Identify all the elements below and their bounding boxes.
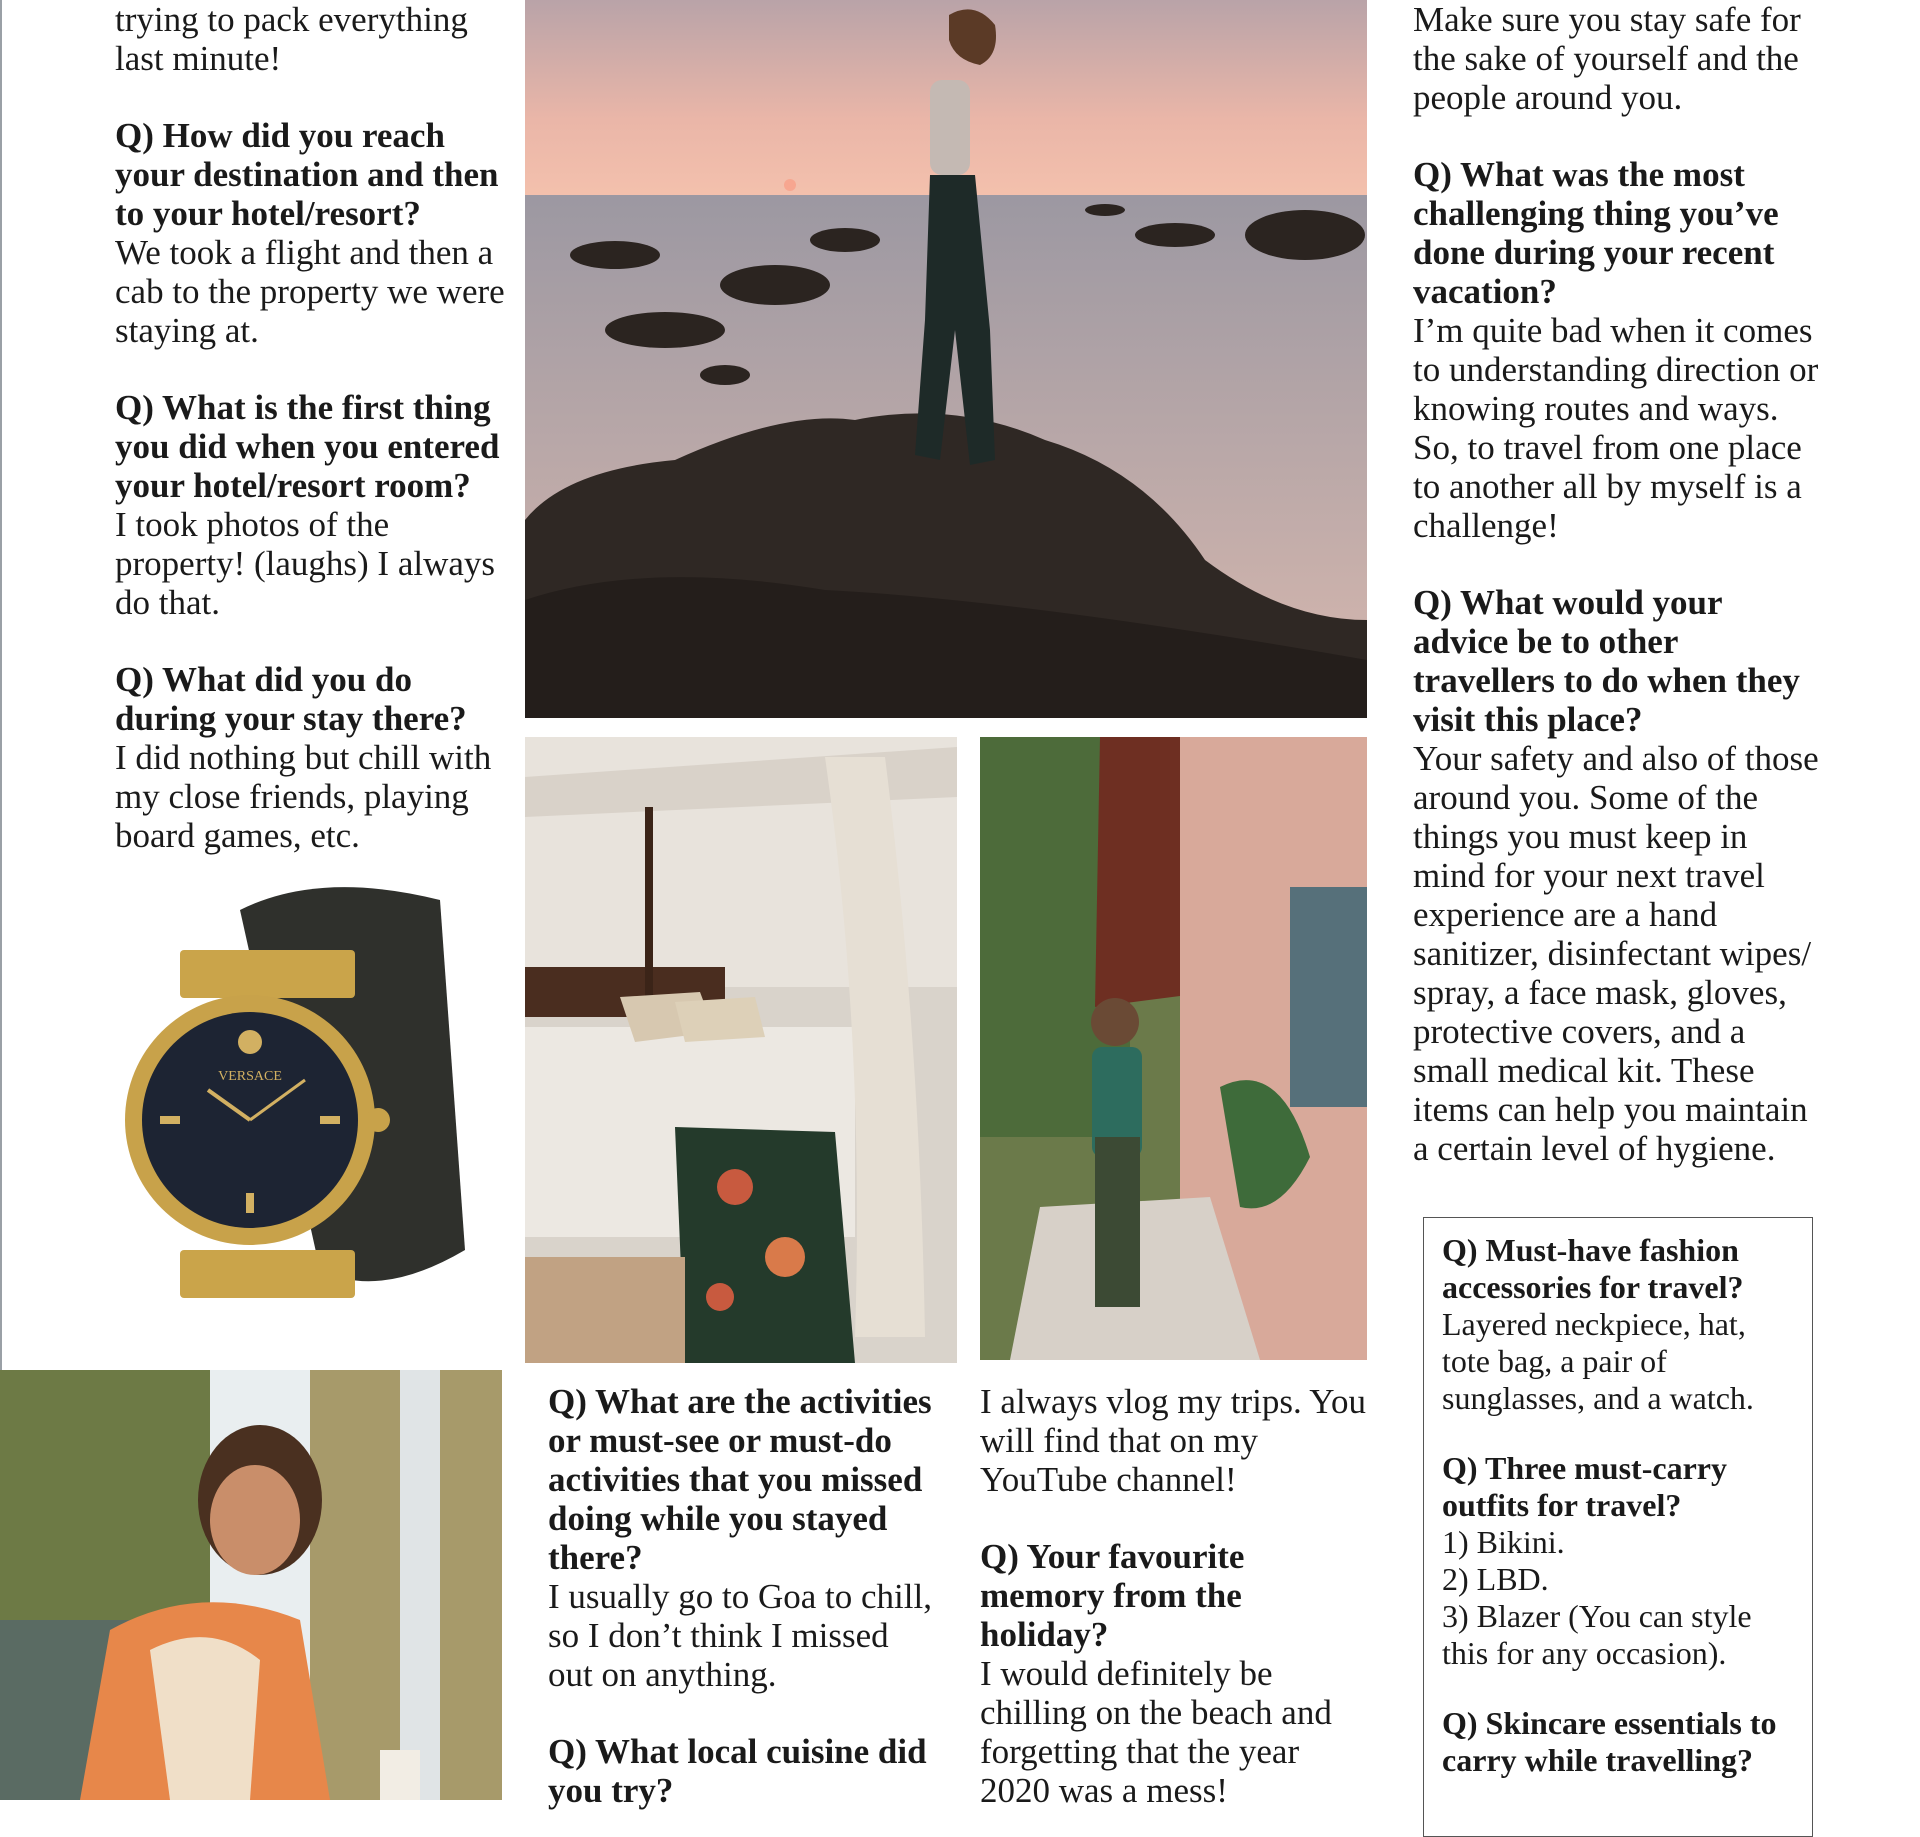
qa-item (1442, 1705, 1794, 1779)
answer-text: I would definitely be chilling on the beach and forgetting that the year 2020 was a mess! (980, 1654, 1332, 1810)
answer-text: Your safety and also of those around you. Some of the things you must keep in mind for your next travel experience are a hand sanitizer, disinfectant wipes/ spray, a face mask, gloves, protective covers, and a small medical kit. These items can help you maintain a certain level of hygiene. (1413, 739, 1819, 1168)
center-left-interview-column (548, 1382, 938, 1810)
qa-item (1442, 1232, 1794, 1417)
left-interview-column (115, 0, 515, 855)
question-text: Q) What is the first thing you did when you entered your hotel/resort room? (115, 388, 500, 505)
answer-text: Make sure you stay safe for the sake of yourself and the people around you. (1413, 0, 1801, 117)
answer-text: I usually go to Goa to chill, so I don’t think I missed out on anything. (548, 1577, 932, 1694)
question-text: Q) Must-have fashion accessories for travel? (1442, 1232, 1744, 1305)
question-text: Q) Skincare essentials to carry while travelling? (1442, 1705, 1777, 1778)
question-text: Q) How did you reach your destination and then to your hotel/resort? (115, 116, 499, 233)
answer-text: I did nothing but chill with my close friends, playing board games, etc. (115, 738, 492, 855)
qa-item (980, 1382, 1375, 1499)
bedroom-photo (525, 737, 957, 1363)
answer-text: Layered neckpiece, hat, tote bag, a pair of sunglasses, and a watch. (1442, 1306, 1754, 1416)
question-text: Q) Three must-carry outfits for travel? (1442, 1450, 1727, 1523)
qa-item (1442, 1450, 1794, 1672)
beach-rock-photo (525, 0, 1367, 718)
qa-item (1413, 0, 1823, 117)
qa-item (115, 660, 515, 855)
answer-text: We took a flight and then a cab to the property we were staying at. (115, 233, 505, 350)
qa-item (115, 116, 515, 350)
qa-item (548, 1382, 938, 1694)
walkway-portrait-photo (980, 737, 1367, 1360)
qa-item (980, 1537, 1375, 1810)
question-text: Q) What was the most challenging thing you’ve done during your recent vacation? (1413, 155, 1779, 311)
center-right-interview-column (980, 1382, 1375, 1810)
page-edge-line (0, 0, 2, 1370)
question-text: Q) What did you do during your stay there? (115, 660, 467, 738)
versace-watch-image (120, 870, 480, 1320)
qa-item (115, 0, 515, 78)
answer-text: trying to pack everything last minute! (115, 0, 468, 78)
question-text: Q) What local cuisine did you try? (548, 1732, 927, 1810)
qa-item (1413, 155, 1823, 545)
smiling-portrait-photo (0, 1370, 502, 1800)
question-text: Q) What would your advice be to other travellers to do when they visit this place? (1413, 583, 1800, 739)
watch-brand: VERSACE (218, 1069, 282, 1084)
question-text: Q) What are the activities or must-see or must-do activities that you missed doing while you stayed there? (548, 1382, 932, 1577)
answer-text: I took photos of the property! (laughs) I always do that. (115, 505, 496, 622)
question-text: Q) Your favourite memory from the holiday? (980, 1537, 1245, 1654)
answer-text: I always vlog my trips. You will find that on my YouTube channel! (980, 1382, 1366, 1499)
answer-text: I’m quite bad when it comes to understanding direction or knowing routes and ways. So, to travel from one place to another all by myself is a challenge! (1413, 311, 1819, 545)
right-interview-column (1413, 0, 1823, 1168)
answer-text: 1) Bikini. 2) LBD. 3) Blazer (You can style this for any occasion). (1442, 1524, 1752, 1671)
qa-item (115, 388, 515, 622)
qa-item (1413, 583, 1823, 1168)
fashion-sidebar-box (1423, 1217, 1813, 1837)
qa-item (548, 1732, 938, 1810)
